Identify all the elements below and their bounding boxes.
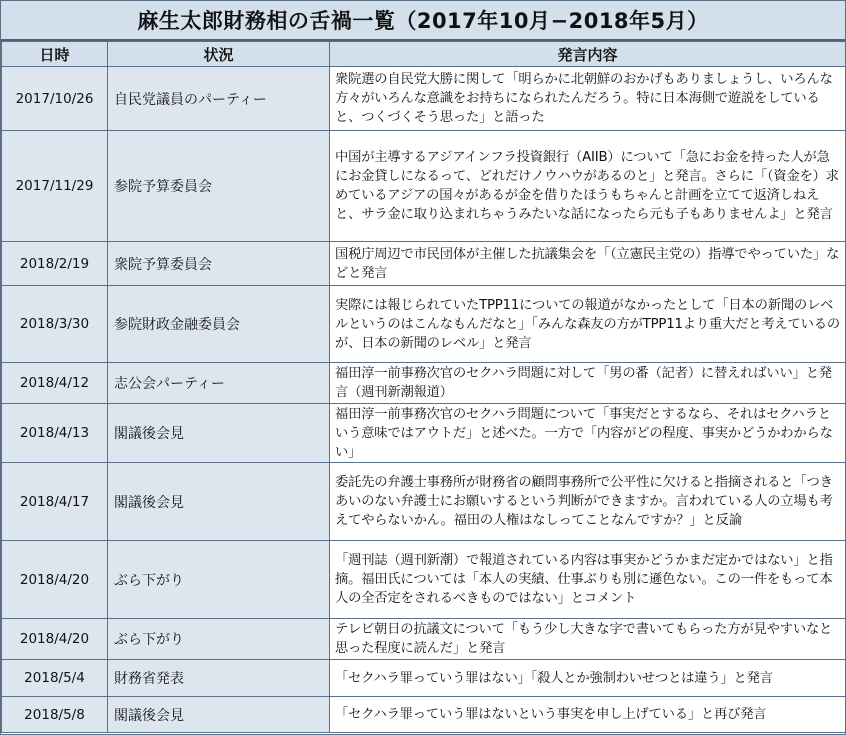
column-header-situation: 状況 xyxy=(108,42,330,67)
header-row xyxy=(2,42,846,67)
date-cell: 2018/4/20 xyxy=(2,619,108,660)
situation-cell: 閣議後会見 xyxy=(108,404,330,463)
situation-cell: 志公会パーティー xyxy=(108,363,330,404)
remark-cell: 国税庁周辺で市民団体が主催した抗議集会を「（立憲民主党の）指導でやっていた」などと発言 xyxy=(330,242,846,286)
table-row xyxy=(2,286,846,363)
table-row xyxy=(2,619,846,660)
remark-cell: 「週刊誌（週刊新潮）で報道されている内容は事実かどうかまだ定かではない」と指摘。福田氏については「本人の実績、仕事ぶりも別に遜色ない。この一件をもって本人の全否定をされるべきものではない」とコメント xyxy=(330,541,846,619)
situation-cell: 閣議後会見 xyxy=(108,697,330,733)
date-cell: 2018/3/30 xyxy=(2,286,108,363)
table-row xyxy=(2,363,846,404)
table-row xyxy=(2,131,846,242)
date-cell: 2018/4/12 xyxy=(2,363,108,404)
remark-cell: 福田淳一前事務次官のセクハラ問題に対して「男の番（記者）に替えればいい」と発言（週刊新潮報道） xyxy=(330,363,846,404)
table-row xyxy=(2,463,846,541)
date-cell: 2018/5/8 xyxy=(2,697,108,733)
situation-cell: ぶら下がり xyxy=(108,541,330,619)
table-row xyxy=(2,242,846,286)
table-row xyxy=(2,697,846,733)
remarks-table xyxy=(1,41,846,733)
remark-cell: 中国が主導するアジアインフラ投資銀行（AIIB）について「急にお金を持った人が急にお金貸しになるって、どれだけノウハウがあるのと」と発言。さらに「（資金を）求めているアジアの国々があるが金を借りたほうもちゃんと計画を立てて返済しねえと、サラ金に取り込まれちゃうみたいな話になったら元も子もありませんよ」と発言 xyxy=(330,131,846,242)
situation-cell: 衆院予算委員会 xyxy=(108,242,330,286)
date-cell: 2017/10/26 xyxy=(2,67,108,131)
situation-cell: ぶら下がり xyxy=(108,619,330,660)
date-cell: 2018/4/13 xyxy=(2,404,108,463)
remark-cell: テレビ朝日の抗議文について「もう少し大きな字で書いてもらった方が見やすいなと思った程度に読んだ」と発言 xyxy=(330,619,846,660)
table-row xyxy=(2,660,846,697)
remark-cell: 「セクハラ罪っていう罪はない」「殺人とか強制わいせつとは違う」と発言 xyxy=(330,660,846,697)
column-header-remark: 発言内容 xyxy=(330,42,846,67)
column-header-date: 日時 xyxy=(2,42,108,67)
table-row xyxy=(2,67,846,131)
remark-cell: 委託先の弁護士事務所が財務省の顧問事務所で公平性に欠けると指摘されると「つきあいのない弁護士にお願いするという判断ができますか。言われている人の立場も考えてやらないかん。福田の人権はなしってことなんですか？」と反論 xyxy=(330,463,846,541)
table-title: 麻生太郎財務相の舌禍一覧（2017年10月−2018年5月） xyxy=(1,1,845,41)
situation-cell: 自民党議員のパーティー xyxy=(108,67,330,131)
remark-cell: 福田淳一前事務次官のセクハラ問題について「事実だとするなら、それはセクハラという意味ではアウトだ」と述べた。一方で「内容がどの程度、事実かどうかわからない」 xyxy=(330,404,846,463)
situation-cell: 参院財政金融委員会 xyxy=(108,286,330,363)
situation-cell: 閣議後会見 xyxy=(108,463,330,541)
table-row xyxy=(2,541,846,619)
remark-cell: 衆院選の自民党大勝に関して「明らかに北朝鮮のおかげもありましょうし、いろんな方々がいろんな意識をお持ちになられたんだろう。特に日本海側で遊説をしていると、つくづくそう思った」と語った xyxy=(330,67,846,131)
remark-cell: 実際には報じられていたTPP11についての報道がなかったとして「日本の新聞のレベルというのはこんなもんだなと」「みんな森友の方がTPP11より重大だと考えているのが、日本の新聞のレベル」と発言 xyxy=(330,286,846,363)
situation-cell: 財務省発表 xyxy=(108,660,330,697)
date-cell: 2018/5/4 xyxy=(2,660,108,697)
date-cell: 2018/4/17 xyxy=(2,463,108,541)
remark-cell: 「セクハラ罪っていう罪はないという事実を申し上げている」と再び発言 xyxy=(330,697,846,733)
table-row xyxy=(2,404,846,463)
situation-cell: 参院予算委員会 xyxy=(108,131,330,242)
date-cell: 2018/4/20 xyxy=(2,541,108,619)
date-cell: 2018/2/19 xyxy=(2,242,108,286)
date-cell: 2017/11/29 xyxy=(2,131,108,242)
